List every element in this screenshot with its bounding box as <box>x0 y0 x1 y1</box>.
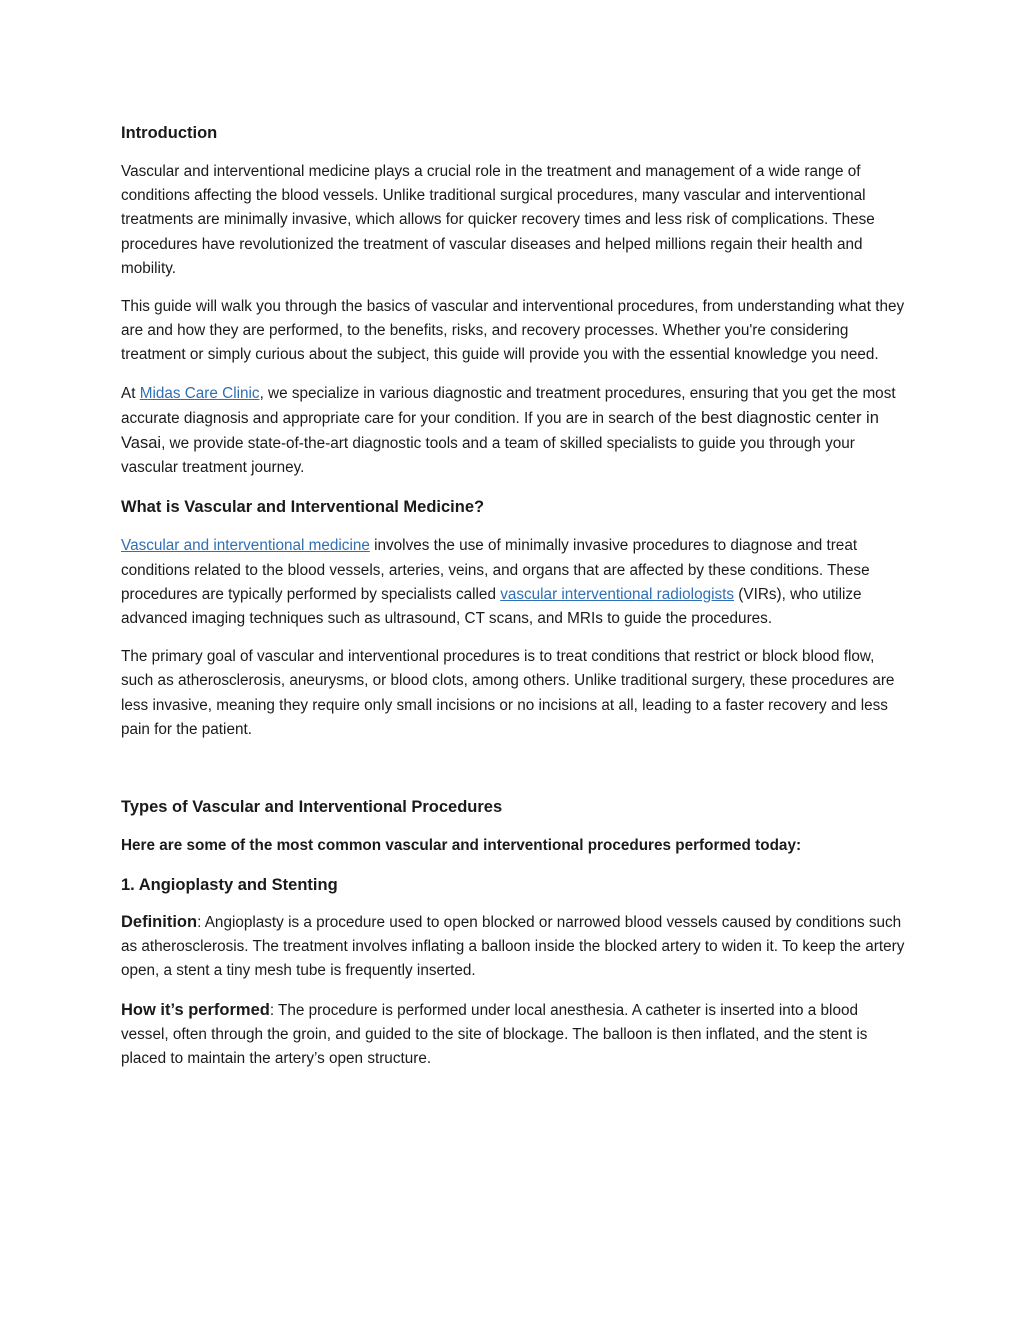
section-spacer <box>121 756 905 794</box>
angioplasty-heading: 1. Angioplasty and Stenting <box>121 876 338 895</box>
what-p1-mid: involves the use of minimally invasive procedures to diagnose and treat conditions related to the blood vessels, arteries, veins, and organs that are affected by these conditions. These procedures are typically performed by specialists called <box>121 537 870 603</box>
midas-care-clinic-link[interactable]: Midas Care Clinic <box>139 384 260 402</box>
vascular-radiologists-link[interactable]: vascular interventional radiologists <box>500 585 735 603</box>
document-page <box>121 120 905 1085</box>
vascular-medicine-link[interactable]: Vascular and interventional medicine <box>121 537 370 555</box>
intro-p3-after: , we provide state-of-the-art diagnostic tools and a team of skilled specialists to guide you through your vascular treatment journey. <box>121 435 855 477</box>
what-paragraph-1 <box>121 534 905 631</box>
intro-paragraph-1: Vascular and interventional medicine plays a crucial role in the treatment and management of a wide range of conditions affecting the blood vessels. Unlike traditional surgical procedures, many vascular and interventional treatments are minimally invasive, which allows for quicker recovery times and less risk of complications. These procedures have revolutionized the treatment of vascular diseases and helped millions regain their health and mobility. <box>121 163 875 277</box>
how-performed-paragraph <box>121 998 905 1072</box>
how-performed-text: : The procedure is performed under local anesthesia. A catheter is inserted into a blood vessel, often through the groin, and guided to the site of blockage. The balloon is then inflated, and the stent is placed to maintain the artery’s open structure. <box>121 1001 868 1068</box>
types-subheading: Here are some of the most common vascular and interventional procedures performed today: <box>121 837 802 855</box>
definition-paragraph <box>121 910 905 984</box>
introduction-heading: Introduction <box>121 124 218 142</box>
how-performed-term: How it’s performed <box>121 1000 270 1019</box>
intro-paragraph-2: This guide will walk you through the basics of vascular and interventional procedures, from understanding what they are and how they are performed, to the benefits, risks, and recovery processes. Whether you're considering treatment or simply curious about the subject, this guide will provide you with the essential knowledge you need. <box>121 298 905 364</box>
what-p1-after: (VIRs), who utilize advanced imaging techniques such as ultrasound, CT scans, and MRIs to guide the procedures. <box>121 585 862 628</box>
intro-paragraph-3 <box>121 382 905 481</box>
what-is-heading: What is Vascular and Interventional Medicine? <box>121 498 485 517</box>
intro-p3-before: At <box>121 384 140 402</box>
best-diagnostic-center-text: best diagnostic center in Vasai <box>121 408 879 453</box>
definition-text: : Angioplasty is a procedure used to open blocked or narrowed blood vessels caused by conditions such as atherosclerosis. The treatment involves inflating a balloon inside the blocked artery to widen it. To keep the artery open, a stent a tiny mesh tube is frequently inserted. <box>121 914 905 980</box>
definition-term: Definition <box>121 913 198 932</box>
intro-p3-mid: , we specialize in various diagnostic and treatment procedures, ensuring that you get the most accurate diagnosis and appropriate care for your condition. If you are in search of the <box>121 384 896 427</box>
types-heading: Types of Vascular and Interventional Procedures <box>121 798 503 817</box>
what-paragraph-2: The primary goal of vascular and interventional procedures is to treat conditions that restrict or block blood flow, such as atherosclerosis, aneurysms, or blood clots, among others. Unlike traditional surgery, these procedures are less invasive, meaning they require only small incisions or no incisions at all, leading to a faster recovery and less pain for the patient. <box>121 648 895 738</box>
